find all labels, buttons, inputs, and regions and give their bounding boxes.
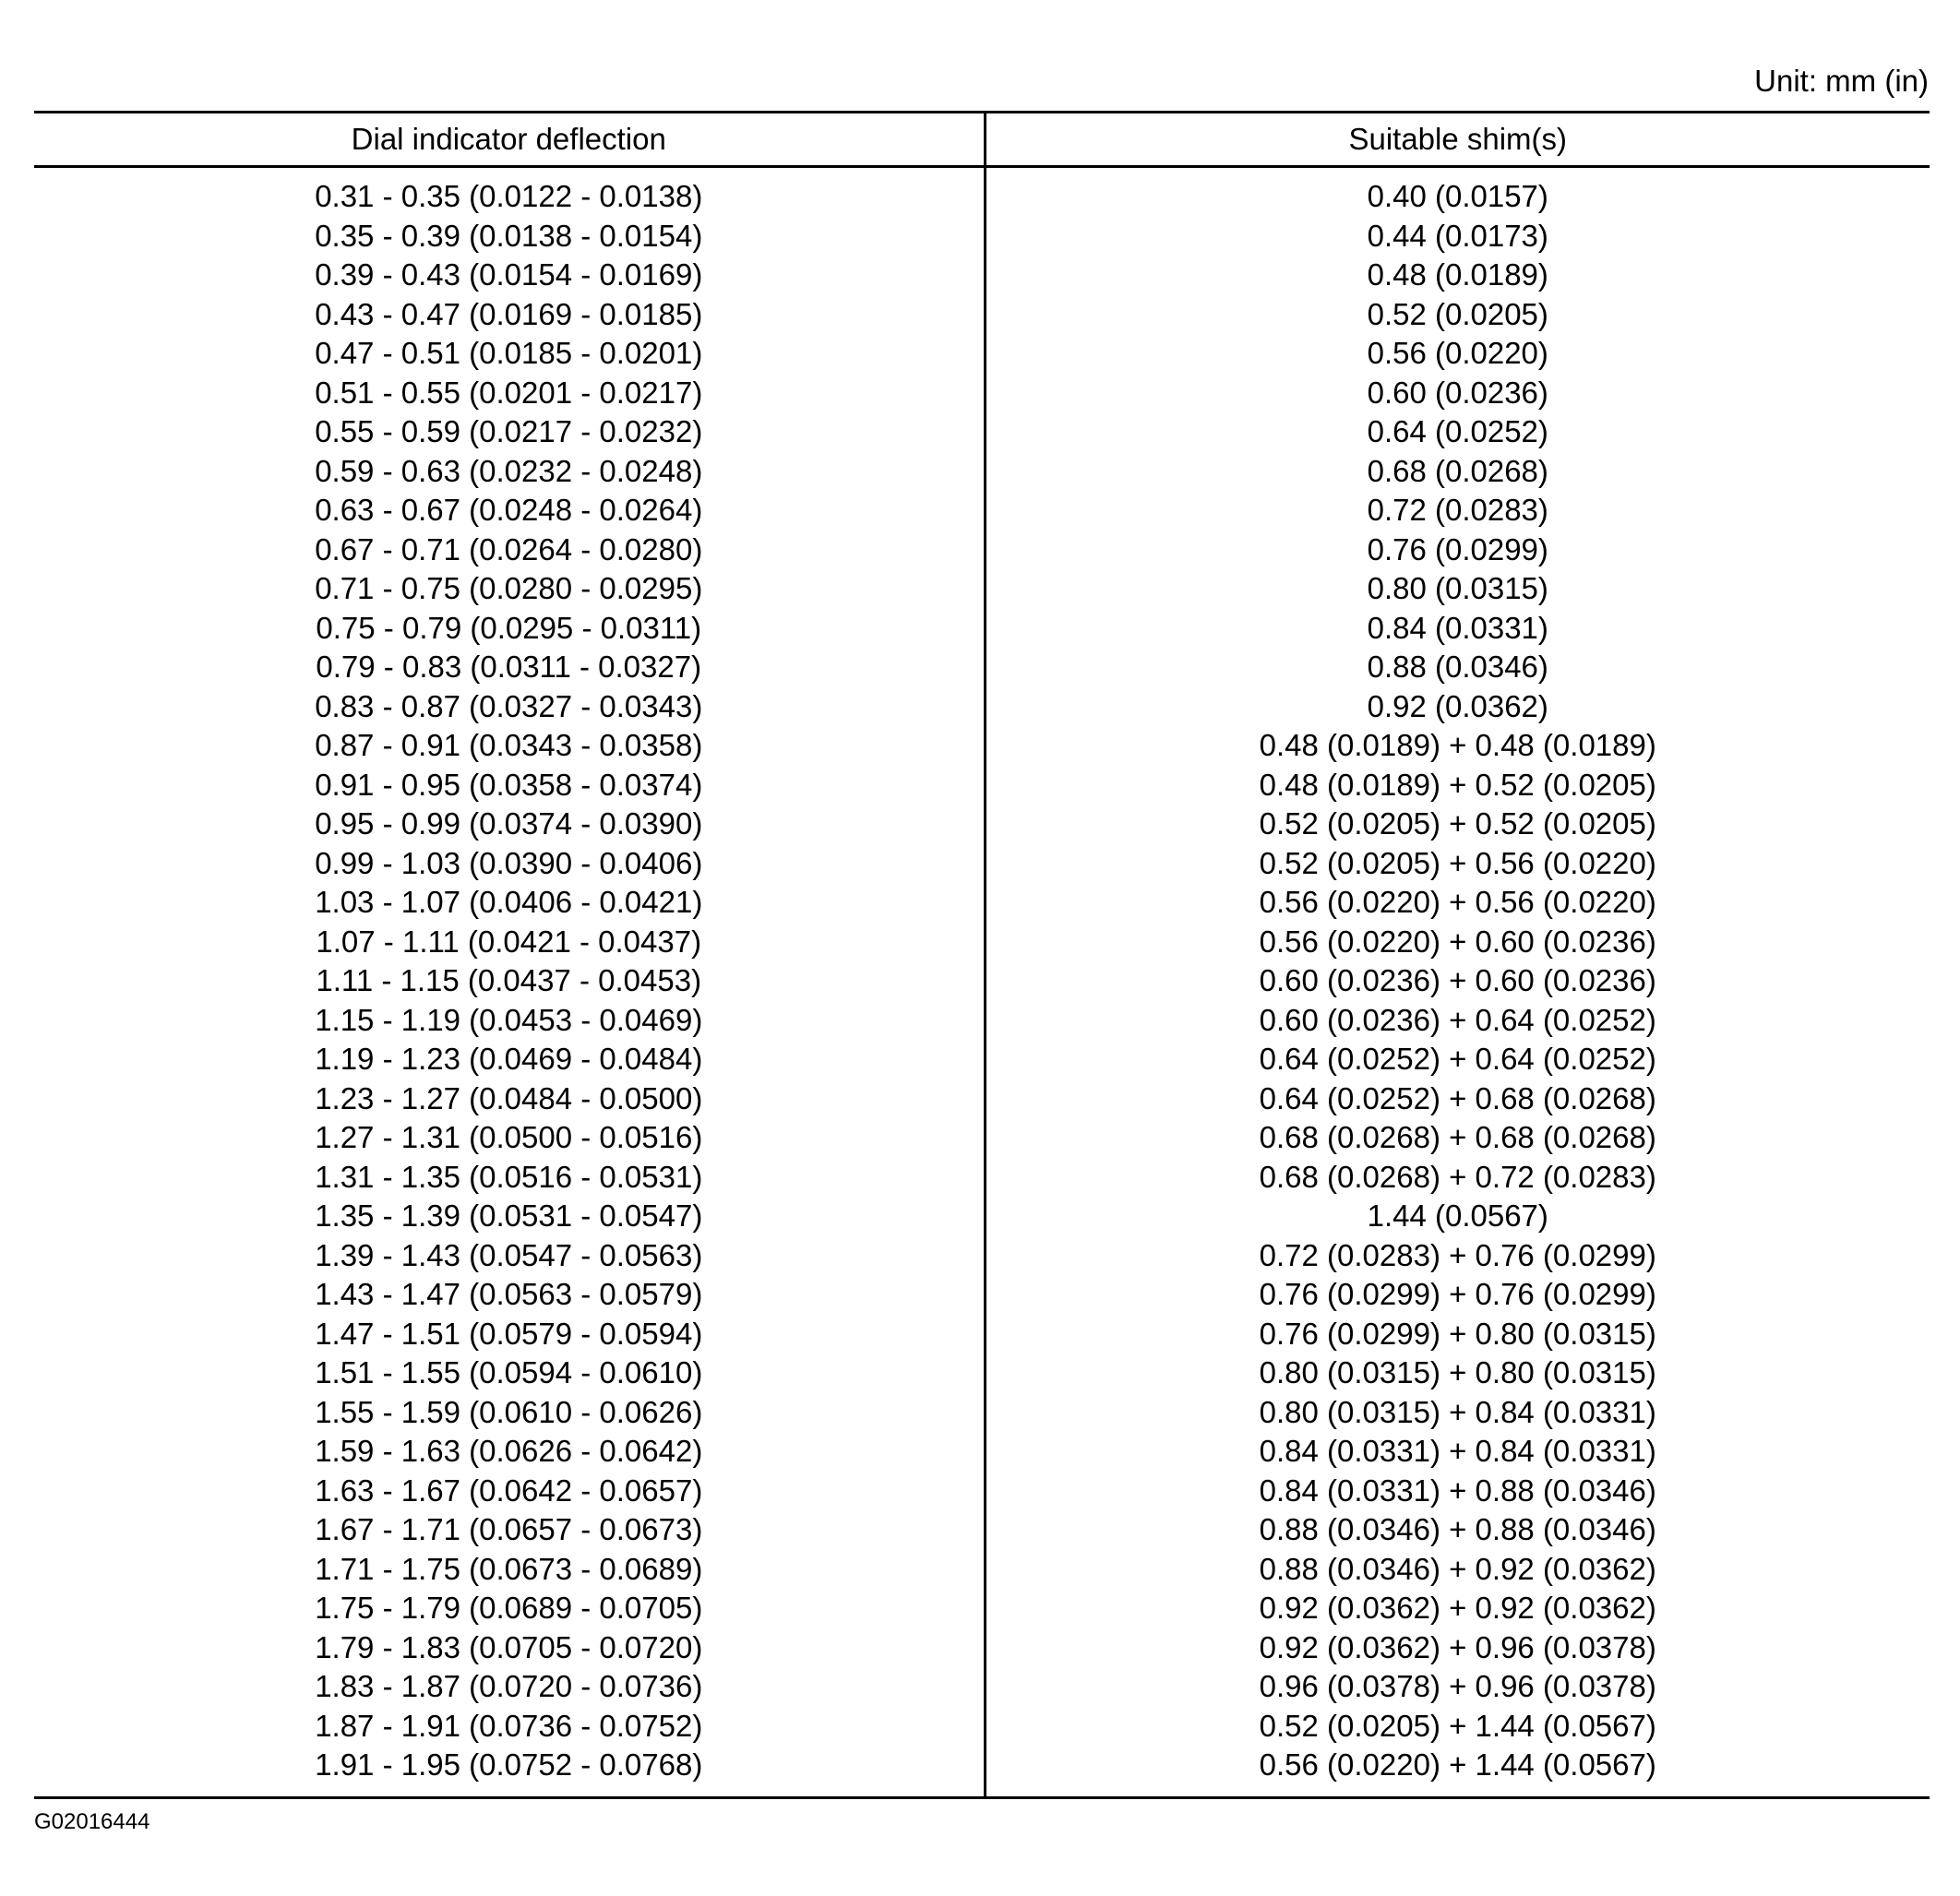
deflection-cell: 1.31 - 1.35 (0.0516 - 0.0531) <box>34 1158 985 1198</box>
deflection-cell: 0.63 - 0.67 (0.0248 - 0.0264) <box>34 491 985 531</box>
shim-cell: 0.52 (0.0205) + 0.52 (0.0205) <box>1259 806 1656 841</box>
table-row <box>34 1158 1930 1198</box>
table-row <box>34 1353 1930 1393</box>
shim-cell: 1.44 (0.0567) <box>1367 1198 1548 1233</box>
shim-cell: 0.84 (0.0331) + 0.88 (0.0346) <box>1259 1473 1656 1508</box>
deflection-cell: 1.15 - 1.19 (0.0453 - 0.0469) <box>34 1001 985 1041</box>
shim-cell: 0.96 (0.0378) + 0.96 (0.0378) <box>1259 1669 1656 1703</box>
shim-cell: 0.92 (0.0362) + 0.92 (0.0362) <box>1259 1591 1656 1625</box>
shim-cell: 0.68 (0.0268) <box>1367 453 1548 488</box>
deflection-cell: 0.35 - 0.39 (0.0138 - 0.0154) <box>34 217 985 256</box>
deflection-cell: 0.91 - 0.95 (0.0358 - 0.0374) <box>34 766 985 805</box>
shim-cell: 0.80 (0.0315) + 0.84 (0.0331) <box>1259 1394 1656 1429</box>
table-row <box>34 883 1930 923</box>
deflection-cell: 1.23 - 1.27 (0.0484 - 0.0500) <box>34 1079 985 1119</box>
deflection-cell: 1.43 - 1.47 (0.0563 - 0.0579) <box>34 1275 985 1315</box>
shim-cell: 0.48 (0.0189) + 0.52 (0.0205) <box>1259 767 1656 802</box>
table-row <box>34 726 1930 766</box>
deflection-cell: 0.47 - 0.51 (0.0185 - 0.0201) <box>34 334 985 374</box>
deflection-cell: 1.67 - 1.71 (0.0657 - 0.0673) <box>34 1510 985 1550</box>
shim-cell: 0.48 (0.0189) + 0.48 (0.0189) <box>1259 728 1656 762</box>
deflection-cell: 1.87 - 1.91 (0.0736 - 0.0752) <box>34 1707 985 1747</box>
shim-cell: 0.80 (0.0315) + 0.80 (0.0315) <box>1259 1355 1656 1389</box>
table-row <box>34 1746 1930 1797</box>
deflection-cell: 0.95 - 0.99 (0.0374 - 0.0390) <box>34 805 985 844</box>
figure-id: G02016444 <box>34 1809 150 1834</box>
shim-cell: 0.88 (0.0346) + 0.88 (0.0346) <box>1259 1512 1656 1546</box>
shim-cell: 0.44 (0.0173) <box>1367 218 1548 253</box>
shim-cell: 0.84 (0.0331) + 0.84 (0.0331) <box>1259 1434 1656 1468</box>
shim-selection-table <box>34 111 1930 1799</box>
table-header <box>34 113 1930 167</box>
deflection-cell: 1.63 - 1.67 (0.0642 - 0.0657) <box>34 1472 985 1511</box>
table-row <box>34 1315 1930 1354</box>
deflection-cell: 1.83 - 1.87 (0.0720 - 0.0736) <box>34 1667 985 1707</box>
table-row <box>34 923 1930 962</box>
shim-cell: 0.80 (0.0315) <box>1367 571 1548 605</box>
table-row <box>34 1707 1930 1747</box>
deflection-cell: 0.43 - 0.47 (0.0169 - 0.0185) <box>34 295 985 335</box>
shim-cell: 0.92 (0.0362) + 0.96 (0.0378) <box>1259 1629 1656 1664</box>
table-row <box>34 374 1930 413</box>
deflection-cell: 0.75 - 0.79 (0.0295 - 0.0311) <box>34 609 985 649</box>
deflection-cell: 1.19 - 1.23 (0.0469 - 0.0484) <box>34 1040 985 1079</box>
deflection-cell: 0.99 - 1.03 (0.0390 - 0.0406) <box>34 844 985 884</box>
table-row <box>34 167 1930 217</box>
table-row <box>34 844 1930 884</box>
table-row <box>34 452 1930 492</box>
deflection-cell: 0.67 - 0.71 (0.0264 - 0.0280) <box>34 531 985 570</box>
table-row <box>34 569 1930 609</box>
table-row <box>34 1118 1930 1158</box>
deflection-cell: 0.31 - 0.35 (0.0122 - 0.0138) <box>34 167 985 217</box>
deflection-cell: 1.91 - 1.95 (0.0752 - 0.0768) <box>34 1746 985 1797</box>
shim-cell: 0.40 (0.0157) <box>1367 179 1548 213</box>
deflection-cell: 1.71 - 1.75 (0.0673 - 0.0689) <box>34 1550 985 1590</box>
deflection-cell: 0.79 - 0.83 (0.0311 - 0.0327) <box>34 648 985 687</box>
table-row <box>34 1393 1930 1433</box>
shim-cell: 0.72 (0.0283) + 0.76 (0.0299) <box>1259 1237 1656 1272</box>
shim-cell: 0.60 (0.0236) + 0.64 (0.0252) <box>1259 1002 1656 1037</box>
table-row <box>34 1236 1930 1276</box>
deflection-cell: 0.55 - 0.59 (0.0217 - 0.0232) <box>34 412 985 452</box>
shim-cell: 0.68 (0.0268) + 0.72 (0.0283) <box>1259 1159 1656 1194</box>
table-row <box>34 609 1930 649</box>
header-dial-indicator-deflection: Dial indicator deflection <box>34 113 985 167</box>
deflection-cell: 1.47 - 1.51 (0.0579 - 0.0594) <box>34 1315 985 1354</box>
shim-cell: 0.64 (0.0252) + 0.64 (0.0252) <box>1259 1042 1656 1076</box>
table-row <box>34 531 1930 570</box>
table-row <box>34 1079 1930 1119</box>
table-row <box>34 1510 1930 1550</box>
deflection-cell: 1.03 - 1.07 (0.0406 - 0.0421) <box>34 883 985 923</box>
table-row <box>34 1589 1930 1628</box>
deflection-cell: 1.79 - 1.83 (0.0705 - 0.0720) <box>34 1628 985 1668</box>
table-row <box>34 1472 1930 1511</box>
shim-cell: 0.72 (0.0283) <box>1367 493 1548 527</box>
shim-cell: 0.56 (0.0220) + 0.56 (0.0220) <box>1259 885 1656 919</box>
table-row <box>34 412 1930 452</box>
table-row <box>34 648 1930 687</box>
deflection-cell: 0.39 - 0.43 (0.0154 - 0.0169) <box>34 256 985 295</box>
shim-cell: 0.76 (0.0299) <box>1367 531 1548 566</box>
table-row <box>34 1432 1930 1472</box>
table-row <box>34 1197 1930 1236</box>
shim-cell: 0.52 (0.0205) <box>1367 296 1548 331</box>
header-suitable-shims: Suitable shim(s) <box>985 113 1930 167</box>
deflection-cell: 0.71 - 0.75 (0.0280 - 0.0295) <box>34 569 985 609</box>
deflection-cell: 1.07 - 1.11 (0.0421 - 0.0437) <box>34 923 985 962</box>
shim-cell: 0.84 (0.0331) <box>1367 610 1548 645</box>
table-body <box>34 167 1930 1798</box>
shim-cell: 0.60 (0.0236) <box>1367 375 1548 410</box>
table-row <box>34 334 1930 374</box>
shim-cell: 0.60 (0.0236) + 0.60 (0.0236) <box>1259 963 1656 997</box>
table-row <box>34 217 1930 256</box>
table-row <box>34 491 1930 531</box>
shim-cell: 0.64 (0.0252) <box>1367 414 1548 448</box>
deflection-cell: 0.51 - 0.55 (0.0201 - 0.0217) <box>34 374 985 413</box>
deflection-cell: 1.59 - 1.63 (0.0626 - 0.0642) <box>34 1432 985 1472</box>
deflection-cell: 1.55 - 1.59 (0.0610 - 0.0626) <box>34 1393 985 1433</box>
shim-cell: 0.88 (0.0346) <box>1367 650 1548 684</box>
shim-cell: 0.56 (0.0220) + 0.60 (0.0236) <box>1259 924 1656 959</box>
table-row <box>34 1040 1930 1079</box>
deflection-cell: 1.75 - 1.79 (0.0689 - 0.0705) <box>34 1589 985 1628</box>
shim-cell: 0.48 (0.0189) <box>1367 257 1548 292</box>
shim-cell: 0.52 (0.0205) + 1.44 (0.0567) <box>1259 1708 1656 1743</box>
table-row <box>34 766 1930 805</box>
deflection-cell: 0.83 - 0.87 (0.0327 - 0.0343) <box>34 687 985 727</box>
shim-cell: 0.92 (0.0362) <box>1367 688 1548 723</box>
shim-cell: 0.56 (0.0220) + 1.44 (0.0567) <box>985 1746 1930 1797</box>
deflection-cell: 0.59 - 0.63 (0.0232 - 0.0248) <box>34 452 985 492</box>
deflection-cell: 1.11 - 1.15 (0.0437 - 0.0453) <box>34 961 985 1001</box>
shim-cell: 0.52 (0.0205) + 0.56 (0.0220) <box>1259 845 1656 880</box>
shim-cell: 0.56 (0.0220) <box>1367 336 1548 370</box>
deflection-cell: 1.39 - 1.43 (0.0547 - 0.0563) <box>34 1236 985 1276</box>
deflection-cell: 1.27 - 1.31 (0.0500 - 0.0516) <box>34 1118 985 1158</box>
table-row <box>34 1275 1930 1315</box>
deflection-cell: 1.35 - 1.39 (0.0531 - 0.0547) <box>34 1197 985 1236</box>
deflection-cell: 1.51 - 1.55 (0.0594 - 0.0610) <box>34 1353 985 1393</box>
shim-cell: 0.68 (0.0268) + 0.68 (0.0268) <box>1259 1120 1656 1154</box>
unit-label: Unit: mm (in) <box>1754 64 1929 98</box>
deflection-cell: 0.87 - 0.91 (0.0343 - 0.0358) <box>34 726 985 766</box>
table-row <box>34 1628 1930 1668</box>
table-row <box>34 256 1930 295</box>
table-row <box>34 1667 1930 1707</box>
shim-cell: 0.76 (0.0299) + 0.80 (0.0315) <box>1259 1316 1656 1351</box>
table-row <box>34 805 1930 844</box>
header-row <box>34 113 1930 167</box>
table-row <box>34 1550 1930 1590</box>
table-row <box>34 961 1930 1001</box>
table-row <box>34 687 1930 727</box>
shim-cell: 0.88 (0.0346) + 0.92 (0.0362) <box>1259 1551 1656 1586</box>
shim-cell: 0.64 (0.0252) + 0.68 (0.0268) <box>1259 1080 1656 1115</box>
shim-cell: 0.76 (0.0299) + 0.76 (0.0299) <box>1259 1277 1656 1311</box>
table-row <box>34 295 1930 335</box>
table-row <box>34 1001 1930 1041</box>
